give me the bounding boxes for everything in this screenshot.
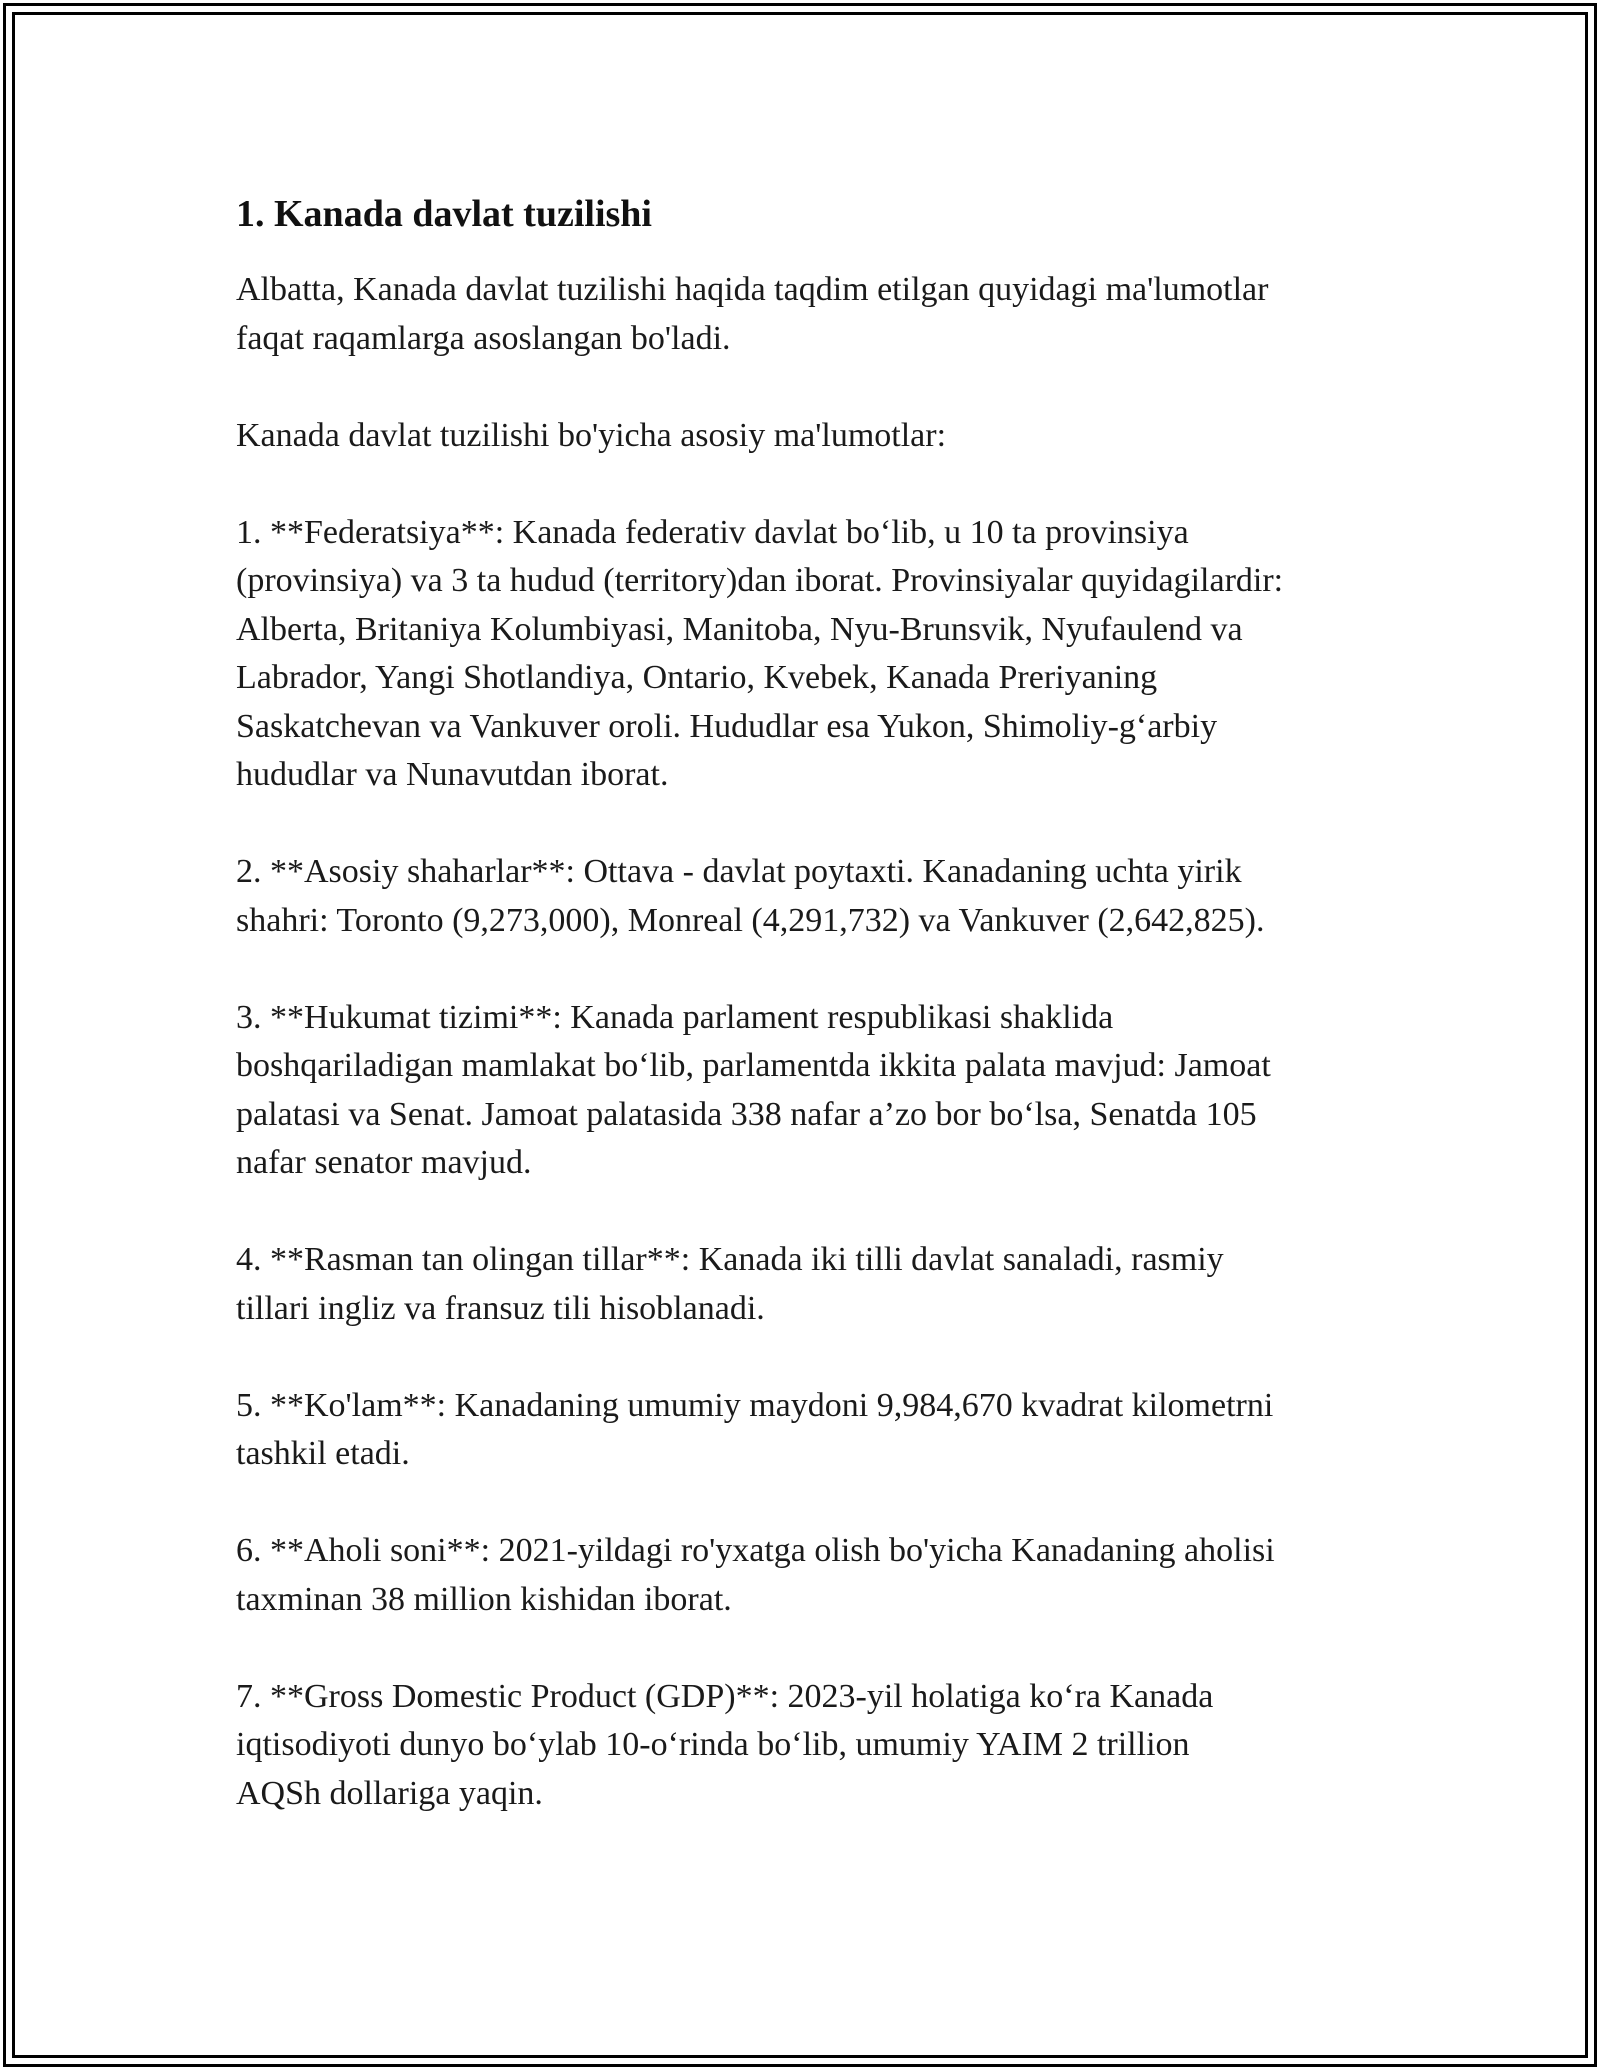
list-item-population: 6. **Aholi soni**: 2021-yildagi ro'yxatga olish bo'yicha Kanadaning aholisi taxminan 38 million kishidan iborat. xyxy=(236,1532,1275,1618)
intro-paragraph: Albatta, Kanada davlat tuzilishi haqida taqdim etilgan quyidagi ma'lumotlar faqat raqamlarga asoslangan bo'ladi. xyxy=(236,271,1269,357)
list-item-languages: 4. **Rasman tan olingan tillar**: Kanada iki tilli davlat sanaladi, rasmiy tillari ingliz va fransuz tili hisoblanadi. xyxy=(236,1241,1224,1327)
list-item-federation: 1. **Federatsiya**: Kanada federativ davlat bo‘lib, u 10 ta provinsiya (provinsiya) va 3 ta hudud (territory)dan iborat. Provinsiyalar quyidagilardir: Alberta, Britaniya Kolumbiyasi, Manitoba, Nyu-Brunsvik, Nyufaulend va Labrador, Yangi Shotlandiya, Ontario, Kvebek, Kanada Preriyaning Saskatchevan va Vankuver oroli. Hududlar esa Yukon, Shimoliy-g‘arbiy hududlar va Nunavutdan iborat. xyxy=(236,513,1284,793)
page-title: 1. Kanada davlat tuzilishi xyxy=(236,193,652,235)
document-body xyxy=(236,188,1376,1818)
list-item-area: 5. **Ko'lam**: Kanadaning umumiy maydoni 9,984,670 kvadrat kilometrni tashkil etadi. xyxy=(236,1386,1274,1472)
list-item-cities: 2. **Asosiy shaharlar**: Ottava - davlat poytaxti. Kanadaning uchta yirik shahri: Toronto (9,273,000), Monreal (4,291,732) va Vankuver (2,642,825). xyxy=(236,853,1265,939)
list-item-gdp: 7. **Gross Domestic Product (GDP)**: 2023-yil holatiga ko‘ra Kanada iqtisodiyoti dunyo bo‘ylab 10-o‘rinda bo‘lib, umumiy YAIM 2 trillion AQSh dollariga yaqin. xyxy=(236,1677,1214,1812)
lead-paragraph: Kanada davlat tuzilishi bo'yicha asosiy ma'lumotlar: xyxy=(236,416,947,454)
list-item-government: 3. **Hukumat tizimi**: Kanada parlament respublikasi shaklida boshqariladigan mamlakat bo‘lib, parlamentda ikkita palata mavjud: Jamoat palatasi va Senat. Jamoat palatasida 338 nafar a’zo bor bo‘lsa, Senatda 105 nafar senator mavjud. xyxy=(236,998,1271,1181)
